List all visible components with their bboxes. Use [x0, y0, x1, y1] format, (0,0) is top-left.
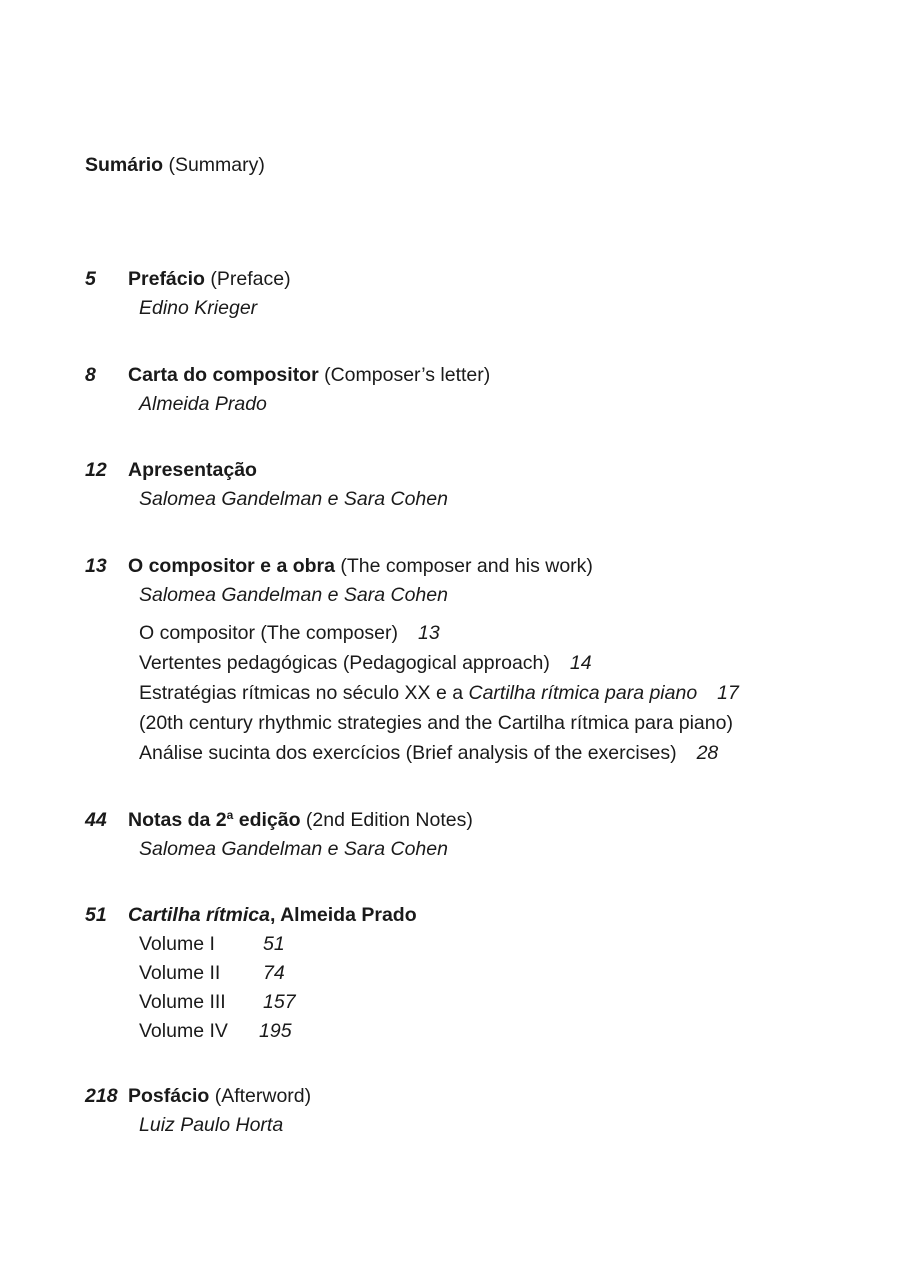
- toc-title-translation: (Composer’s letter): [318, 364, 491, 386]
- toc-entry-composer-and-work: [85, 552, 845, 769]
- toc-entry-title: [128, 1082, 311, 1111]
- toc-title-bold: Prefácio: [128, 268, 205, 290]
- toc-author: Almeida Prado: [139, 393, 267, 415]
- toc-title-italic: Cartilha rítmica: [128, 904, 270, 926]
- toc-entry-edition-notes: [85, 806, 845, 864]
- toc-volume-page: 74: [263, 962, 285, 984]
- toc-subitem-page: 14: [569, 652, 592, 674]
- toc-subitem-page: 28: [696, 742, 719, 764]
- toc-volume-label: Volume I: [139, 933, 215, 955]
- toc-entry-presentation: [85, 456, 845, 514]
- toc-volume-label: Volume II: [139, 962, 221, 984]
- toc-subitem-rhythmic-strategies-translation: [139, 709, 845, 739]
- toc-subitem-text: Vertentes pedagógicas (Pedagogical approach): [139, 652, 550, 674]
- toc-volume-list: [139, 930, 845, 1046]
- toc-entry-cartilha: [85, 901, 845, 1046]
- toc-volume-1[interactable]: [139, 930, 845, 959]
- toc-entry-title: [128, 552, 593, 581]
- toc-subitem-text-italic: Cartilha rítmica para piano: [468, 682, 698, 704]
- toc-subitem-text: Análise sucinta dos exercícios (Brief analysis of the exercises): [139, 742, 677, 764]
- toc-author: Luiz Paulo Horta: [139, 1114, 284, 1136]
- toc-subitem-pedagogical[interactable]: [139, 649, 845, 679]
- toc-volume-page: 51: [263, 933, 285, 955]
- toc-entry-heading[interactable]: [85, 1082, 845, 1111]
- toc-volume-4[interactable]: [139, 1017, 845, 1046]
- toc-subitem-rhythmic-strategies[interactable]: [139, 679, 845, 709]
- toc-volume-page: 195: [259, 1020, 292, 1042]
- toc-title-bold: , Almeida Prado: [269, 904, 417, 926]
- toc-author: Salomea Gandelman e Sara Cohen: [139, 488, 448, 510]
- toc-entry-preface: [85, 265, 845, 323]
- toc-volume-3[interactable]: [139, 988, 845, 1017]
- toc-author: Salomea Gandelman e Sara Cohen: [139, 584, 448, 606]
- toc-title-translation: (Preface): [204, 268, 291, 290]
- toc-entry-title: [128, 901, 417, 930]
- toc-page-number: 218: [85, 1085, 118, 1107]
- toc-entry-title: [128, 361, 490, 390]
- toc-title-bold-end: edição: [233, 809, 301, 831]
- toc-entry-heading[interactable]: [85, 806, 845, 835]
- toc-title-translation: (2nd Edition Notes): [300, 809, 473, 831]
- toc-entry-afterword: [85, 1082, 845, 1140]
- toc-title-bold: Posfácio: [128, 1085, 210, 1107]
- toc-subitem-analysis[interactable]: [139, 739, 845, 769]
- toc-subitem-text: O compositor (The composer): [139, 622, 398, 644]
- toc-subitem-page: 17: [717, 682, 739, 704]
- toc-entry-heading[interactable]: [85, 361, 845, 390]
- toc-entry-heading[interactable]: [85, 552, 845, 581]
- toc-page-number: 44: [85, 809, 107, 831]
- toc-sublist: [139, 619, 845, 769]
- toc-title-translation: (Afterword): [209, 1085, 312, 1107]
- toc-entry-title: [128, 456, 257, 485]
- toc-subitem-text: Estratégias rítmicas no século XX e a: [139, 682, 469, 704]
- toc-title-superscript: a: [226, 808, 234, 822]
- toc-volume-label: Volume IV: [139, 1020, 228, 1042]
- toc-page-number: 12: [85, 459, 107, 481]
- toc-page-number: 8: [85, 364, 96, 386]
- toc-subitem-composer[interactable]: [139, 619, 845, 649]
- toc-title-bold: O compositor e a obra: [128, 555, 335, 577]
- toc-author: Salomea Gandelman e Sara Cohen: [139, 838, 448, 860]
- toc-subitem-page: 13: [418, 622, 440, 644]
- toc-entry-title: [128, 806, 473, 835]
- page-title: [85, 151, 265, 180]
- toc-entry-composers-letter: [85, 361, 845, 419]
- toc-volume-2[interactable]: [139, 959, 845, 988]
- toc-title-bold: Apresentação: [128, 459, 257, 481]
- toc-subitem-text: (20th century rhythmic strategies and the Cartilha rítmica para piano): [139, 712, 733, 734]
- page-title-translation: (Summary): [163, 154, 265, 176]
- page-title-bold: Sumário: [85, 154, 164, 176]
- toc-entry-heading[interactable]: [85, 456, 845, 485]
- toc-author: Edino Krieger: [139, 297, 258, 319]
- toc-volume-label: Volume III: [139, 991, 226, 1013]
- toc-page-number: 13: [85, 555, 107, 577]
- toc-title-translation: (The composer and his work): [334, 555, 593, 577]
- toc-entry-title: [128, 265, 291, 294]
- toc-volume-page: 157: [263, 991, 296, 1013]
- toc-page-number: 5: [85, 268, 96, 290]
- toc-entry-heading[interactable]: [85, 265, 845, 294]
- toc-title-bold: Carta do compositor: [128, 364, 319, 386]
- toc-entry-heading[interactable]: [85, 901, 845, 930]
- toc-page-number: 51: [85, 904, 107, 926]
- toc-title-bold: Notas da 2: [128, 809, 227, 831]
